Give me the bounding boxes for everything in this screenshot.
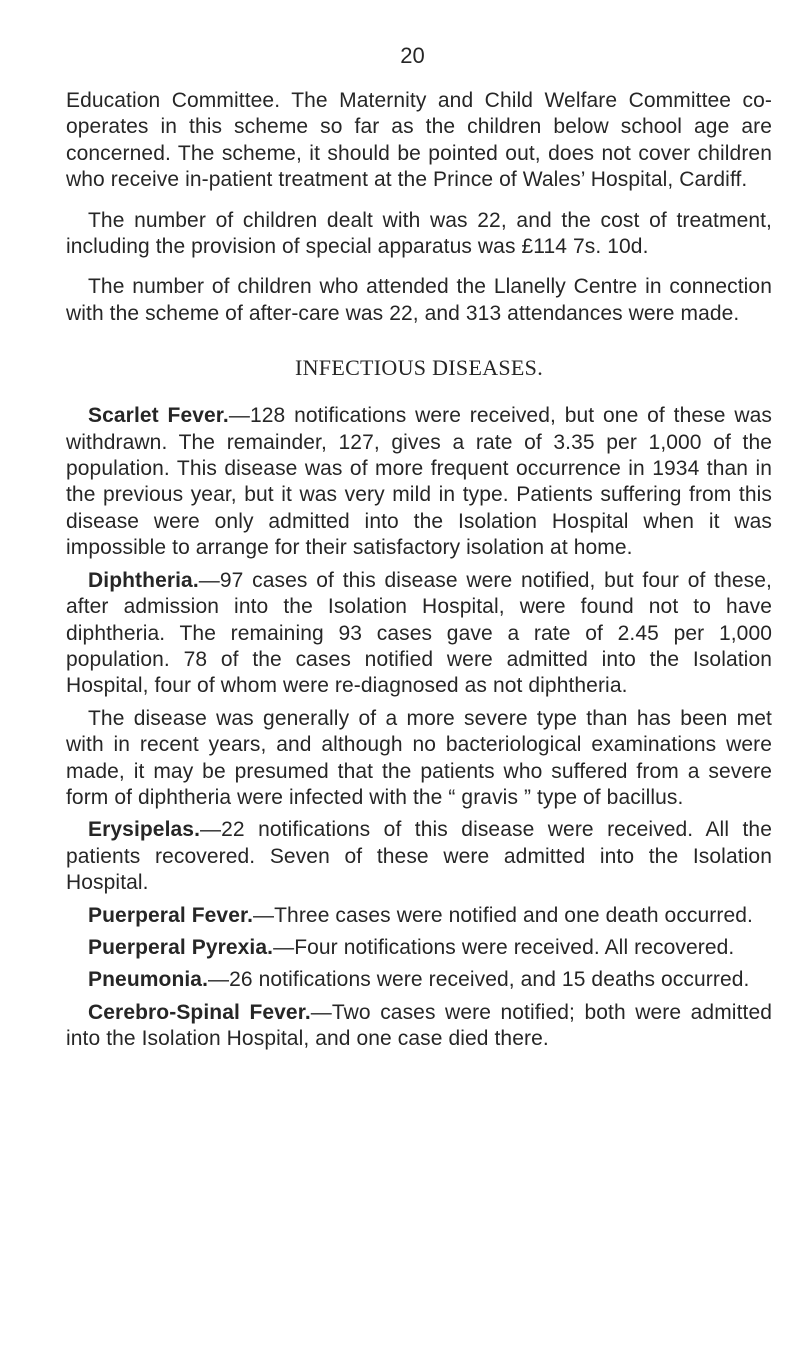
- paragraph-diphtheria-note: The disease was generally of a more severe type than has been met with in recent years, and although no bacteriological examinations were made, it may be presumed that the patients who suffered from a severe form of diphtheria were infected with the “ gravis ” type of bacillus.: [66, 706, 772, 809]
- paragraph-children-cost: The number of children dealt with was 22, and the cost of treatment, including the provision of special apparatus was £114 7s. 10d.: [66, 208, 772, 259]
- page-number: 20: [400, 43, 425, 68]
- scarlet-fever-title: Scarlet Fever.: [88, 404, 229, 428]
- cerebro-spinal-fever-text: —Two cases were notified; both were admitted into the Isolation Hospital, and one case died there.: [66, 1000, 773, 1051]
- paragraph-erysipelas: [66, 817, 772, 896]
- paragraph-scarlet-fever: [66, 403, 772, 561]
- paragraph-cerebro-spinal-fever: [66, 1000, 772, 1053]
- diphtheria-text: —97 cases of this disease were notified, but four of these, after admission into the Isolation Hospital, were found not to have diphtheria. The remaining 93 cases gave a rate of 2.45 per 1,000 population. 78 of the cases notified were admitted into the Isolation Hospital, four of whom were re-diagnosed as not diphtheria.: [66, 568, 772, 698]
- paragraph-puerperal-fever: [66, 903, 772, 929]
- puerperal-pyrexia-title: Puerperal Pyrexia.: [88, 935, 274, 959]
- cerebro-spinal-fever-title: Cerebro-Spinal Fever.: [88, 1000, 311, 1024]
- page-body: [66, 88, 772, 1053]
- paragraph-pneumonia: [66, 967, 772, 993]
- puerperal-fever-text: —Three cases were notified and one death occurred.: [253, 903, 753, 927]
- paragraph-diphtheria: [66, 568, 772, 700]
- scarlet-fever-text: —128 notifications were received, but one of these was withdrawn. The remainder, 127, gives a rate of 3.35 per 1,000 of the population. This disease was of more frequent occurrence in 1934 than in the previous year, but it was very mild in type. Patients suffering from this disease were only admitted into the Isolation Hospital when it was impossible to arrange for their satisfactory isolation at home.: [66, 404, 772, 560]
- paragraph-education-committee: Education Committee. The Maternity and Child Welfare Committee co-operates in this scheme so far as the children below school age are concerned. The scheme, it should be pointed out, does not cover children who receive in-patient treatment at the Prince of Wales’ Hospital, Cardiff.: [66, 89, 772, 192]
- puerperal-pyrexia-text: —Four notifications were received. All recovered.: [273, 935, 735, 959]
- erysipelas-text: —22 notifications of this disease were received. All the patients recovered. Seven of these were admitted into the Isolation Hospital.: [66, 818, 772, 895]
- diphtheria-title: Diphtheria.: [88, 568, 199, 592]
- section-heading-infectious-diseases: INFECTIOUS DISEASES.: [294, 355, 544, 381]
- pneumonia-text: —26 notifications were received, and 15 deaths occurred.: [208, 968, 750, 992]
- pneumonia-title: Pneumonia.: [88, 968, 209, 992]
- erysipelas-title: Erysipelas.: [88, 818, 201, 842]
- puerperal-fever-title: Puerperal Fever.: [88, 903, 254, 927]
- paragraph-llanelly-centre: The number of children who attended the Llanelly Centre in connection with the scheme of after-care was 22, and 313 attendances were made.: [66, 275, 772, 325]
- paragraph-puerperal-pyrexia: [66, 935, 772, 961]
